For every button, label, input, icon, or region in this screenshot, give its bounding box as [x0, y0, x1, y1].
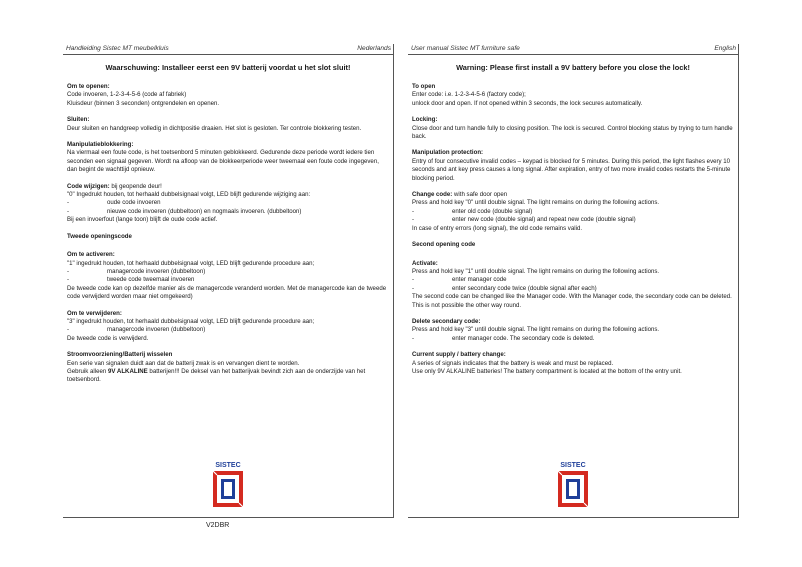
section-title-note: bij geopende deur! [109, 182, 162, 190]
header-title: Handleiding Sistec MT meubelkluis [66, 45, 169, 52]
text-paragraph: Entry of four consecutive invalid codes – keypad is blocked for 5 minutes. During this period, the light flashes every 10 seconds and ant key press causes a long signal. After expiration, entry of two more invalid codes restarts the 5-minute blocking period. [412, 157, 731, 182]
text-run: batterijen!!! De deksel van het batterijvak bevindt zich aan de onderzijde van het toetsenbord. [67, 367, 366, 384]
document-code: V2DBR [206, 522, 230, 529]
list-text: managercode invoeren (dubbeltoon) [107, 267, 206, 275]
list-dash: - [67, 267, 70, 275]
section-power [412, 351, 734, 376]
section-open [412, 83, 734, 108]
list-text: enter manager code. The secondary code is deleted. [452, 334, 595, 342]
logo-inner [221, 479, 235, 499]
list-item [412, 285, 734, 293]
text-paragraph: Close door and turn handle fully to closing position. The lock is secured. Control blocking status by trying to turn handle back. [412, 124, 733, 141]
manual-page-dutch [63, 44, 394, 518]
list-dash: - [67, 199, 70, 207]
section-title-note: with safe door open [452, 191, 508, 199]
text-line: A series of signals indicates that the battery is weak and must be replaced. [412, 359, 614, 367]
section-title: Om te verwijderen: [67, 309, 122, 317]
list-dash: - [67, 276, 70, 284]
text-line: Enter code: i.e. 1-2-3-4-5-6 (factory code); [412, 91, 526, 99]
section-close [67, 116, 389, 133]
logo-text: SISTEC [560, 462, 586, 469]
list-text: tweede code tweemaal invoeren [107, 276, 195, 284]
sistec-logo [211, 460, 245, 508]
list-text: enter manager code [452, 276, 507, 284]
list-dash: - [412, 276, 415, 284]
text-line: Een serie van signalen duidt aan dat de batterij zwak is en vervangen dient te worden. [67, 359, 300, 367]
text-line: Code invoeren, 1-2-3-4-5-6 (code af fabriek) [67, 91, 187, 99]
text-paragraph: De tweede code kan op dezelfde manier als de managercode veranderd worden. Met de managercode kan de tweede code verwijderd worden maar niet omgekeerd) [67, 284, 387, 301]
text-line: Kluisdeur (binnen 3 seconden) ontgrendelen en openen. [67, 99, 220, 107]
list-item [412, 216, 734, 224]
list-item [412, 208, 734, 216]
section-delete [67, 310, 389, 344]
text-paragraph [67, 368, 389, 385]
section-title: To open [412, 83, 436, 90]
section-title: Second opening code [412, 241, 476, 249]
section-change-code [412, 191, 734, 233]
list-text: enter secondary code twice (double signal after each) [452, 284, 597, 292]
header-language: English [714, 45, 736, 52]
list-item [412, 276, 734, 284]
text-line: Press and hold key "1" until double signal. The light remains on during the following actions. [412, 267, 660, 275]
section-activate [412, 260, 734, 310]
section-activate [67, 251, 389, 301]
section-title: Change code: [412, 191, 453, 199]
list-text: oude code invoeren [107, 199, 161, 207]
text-line: "3" ingedrukt houden, tot herhaald dubbelsignaal volgt, LED blijft gedurende procedure aan; [67, 317, 315, 325]
page-header [63, 44, 393, 55]
text-line: In case of entry errors (long signal), the old code remains valid. [412, 224, 583, 232]
list-dash: - [412, 284, 415, 292]
list-dash: - [67, 207, 70, 215]
section-second-code [67, 233, 389, 241]
logo-frame [213, 471, 243, 507]
text-line: Bij een invoerfout (lange toon) blijft de oude code actief. [67, 216, 218, 224]
section-title: Tweede openingscode [67, 232, 132, 240]
logo-text: SISTEC [215, 462, 241, 469]
text-paragraph: Deur sluiten en handgreep volledig in dichtpositie draaien. Het slot is gesloten. Ter controle blokkering testen. [67, 124, 362, 132]
list-item [67, 268, 389, 276]
section-title: Activate: [412, 259, 438, 267]
sistec-logo [556, 460, 590, 508]
list-text: nieuwe code invoeren (dubbeltoon) en nogmaals invoeren. (dubbeltoon) [107, 207, 302, 215]
section-title: Manipulation protection: [412, 149, 484, 157]
warning-heading: Warning: Please first install a 9V battery before you close the lock! [456, 63, 690, 72]
list-item [412, 335, 734, 343]
list-item [67, 276, 389, 284]
section-title: Om te activeren: [67, 251, 115, 259]
list-item [67, 199, 389, 207]
logo-frame [558, 471, 588, 507]
section-title: Om te openen: [67, 83, 110, 90]
header-title: User manual Sistec MT furniture safe [411, 45, 520, 52]
text-line: De tweede code is verwijderd. [67, 334, 149, 342]
section-second-code [412, 241, 734, 249]
text-line: Use only 9V ALKALINE batteries! The battery compartment is located at the bottom of the entry unit. [412, 367, 682, 375]
section-title: Current supply / battery change: [412, 351, 506, 359]
section-title: Sluiten: [67, 116, 90, 124]
list-text: enter new code (double signal) and repeat new code (double signal) [452, 216, 636, 224]
text-paragraph: The second code can be changed like the Manager code. With the Manager code, the secondary code can be deleted. This is not possible the other way round. [412, 293, 732, 309]
list-dash: - [67, 326, 70, 334]
list-text: managercode invoeren (dubbeltoon) [107, 326, 206, 334]
logo-inner [566, 479, 580, 499]
text-line: Press and hold key "3" until double signal. The light remains on during the following actions. [412, 326, 660, 334]
list-item [67, 326, 389, 334]
list-dash: - [412, 216, 415, 224]
section-change-code [67, 183, 389, 225]
section-title: Locking: [412, 116, 438, 124]
section-open [67, 83, 389, 108]
text-paragraph: Na viermaal een foute code, is het toetsenbord 5 minuten geblokkeerd. Gedurende deze periode wordt iedere tien seconden een signaal gegeven. Wordt na afloop van de blokkeerperiode weer tweemaal een foute code ingegeven, dan begint de wachttijd opnieuw. [67, 149, 379, 174]
list-dash: - [412, 334, 415, 342]
section-power [67, 351, 389, 385]
header-language: Nederlands [357, 45, 391, 52]
logo-accent [213, 471, 243, 507]
page-header [408, 44, 738, 55]
section-delete [412, 318, 734, 343]
logo-accent [558, 471, 588, 507]
list-text: enter old code (double signal) [452, 207, 533, 215]
section-title: Delete secondary code: [412, 317, 481, 325]
section-title: Stroomvoorziening/Batterij wisselen [67, 351, 173, 359]
text-line: unlock door and open. If not opened within 3 seconds, the lock secures automatically. [412, 99, 643, 107]
text-emphasis: 9V ALKALINE [108, 367, 148, 375]
text-run: Gebruik alleen [67, 367, 108, 375]
text-line: "0" Ingedrukt houden, tot herhaald dubbelsignaal volgt, LED blijft gedurende wijziging aan: [67, 191, 311, 199]
list-item [67, 208, 389, 216]
list-dash: - [412, 207, 415, 215]
manual-page-english [408, 44, 739, 518]
text-line: Press and hold key "0" until double signal. The light remains on during the following actions. [412, 199, 660, 207]
section-title: Code wijzigen: [67, 182, 110, 190]
section-manipulation [412, 149, 734, 183]
warning-heading: Waarschuwing: Installeer eerst een 9V batterij voordat u het slot sluit! [105, 63, 351, 72]
section-title: Manipulatieblokkering: [67, 141, 134, 149]
section-manipulation [67, 141, 389, 175]
section-locking [412, 116, 734, 141]
text-line: "1" ingedrukt houden, tot herhaald dubbelsignaal volgt, LED blijft gedurende procedure aan; [67, 259, 315, 267]
